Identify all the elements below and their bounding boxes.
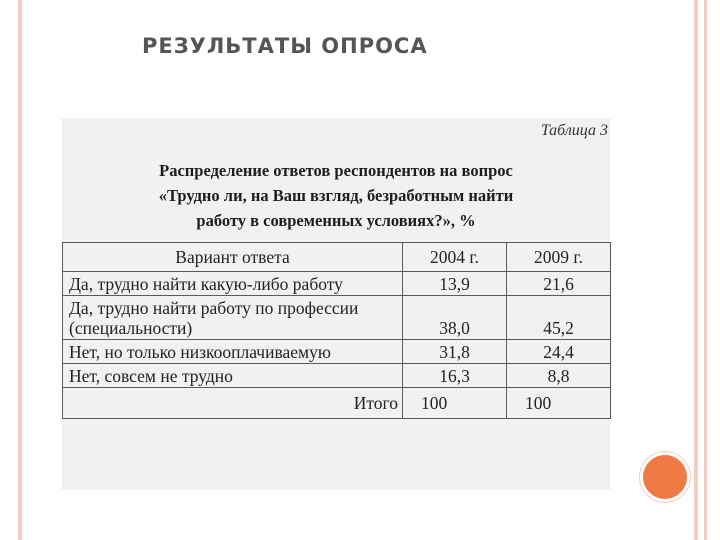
value-2004-cell: 13,9	[403, 272, 507, 296]
value-2009-cell: 21,6	[507, 272, 611, 296]
slide-border-right-inner	[704, 0, 707, 540]
survey-results-table	[62, 242, 611, 419]
value-2004-cell: 16,3	[403, 364, 507, 388]
table-caption-line: работу в современных условиях?», %	[196, 211, 476, 230]
slide-border-right	[694, 0, 698, 540]
slide-border-left	[18, 0, 22, 540]
total-label: Итого	[63, 388, 403, 419]
header-answer-option: Вариант ответа	[63, 243, 403, 272]
header-year-2009: 2009 г.	[507, 243, 611, 272]
table-total-row	[63, 388, 611, 419]
table-row	[63, 340, 611, 364]
answer-cell: Нет, совсем не трудно	[63, 364, 403, 388]
survey-table-image	[62, 118, 610, 490]
total-2009-cell: 100	[507, 388, 611, 419]
total-2004-cell: 100	[403, 388, 507, 419]
value-2009-cell: 45,2	[507, 296, 611, 340]
decorative-orange-circle	[640, 452, 690, 502]
value-2004-cell: 38,0	[403, 296, 507, 340]
table-caption-line: Распределение ответов респондентов на вопрос	[159, 161, 513, 180]
header-year-2004: 2004 г.	[403, 243, 507, 272]
value-2009-cell: 24,4	[507, 340, 611, 364]
table-caption-line: «Трудно ли, на Ваш взгляд, безработным найти	[158, 186, 514, 205]
table-caption	[62, 158, 610, 233]
table-row	[63, 296, 611, 340]
table-header-row	[63, 243, 611, 272]
table-row	[63, 272, 611, 296]
answer-cell: Да, трудно найти работу по профессии (специальности)	[63, 296, 403, 340]
table-row	[63, 364, 611, 388]
slide-title: РЕЗУЛЬТАТЫ ОПРОСА	[142, 34, 428, 58]
answer-cell: Нет, но только низкооплачиваемую	[63, 340, 403, 364]
answer-cell: Да, трудно найти какую-либо работу	[63, 272, 403, 296]
table-number-label: Таблица 3	[540, 122, 608, 139]
value-2009-cell: 8,8	[507, 364, 611, 388]
value-2004-cell: 31,8	[403, 340, 507, 364]
